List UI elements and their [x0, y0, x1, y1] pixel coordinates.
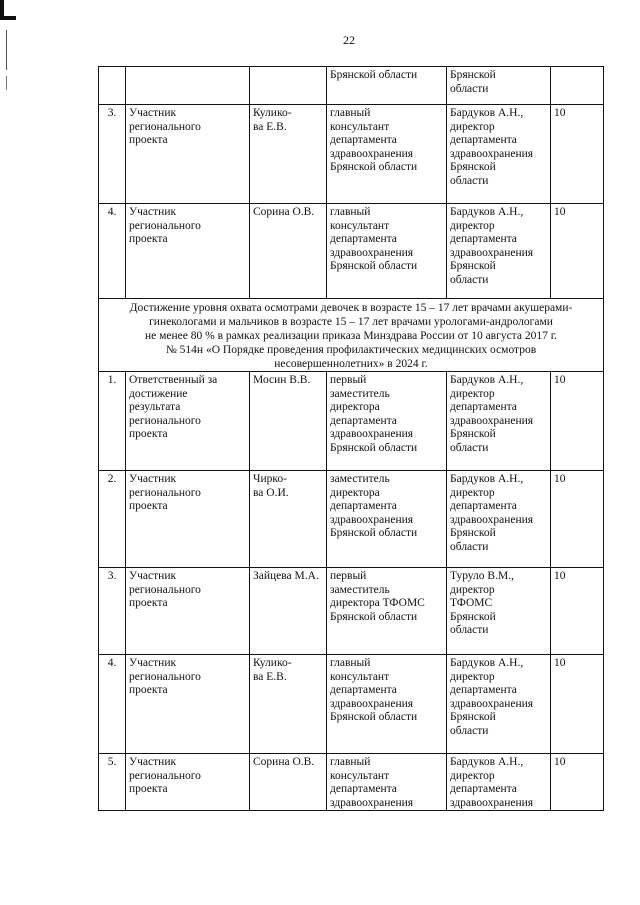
cell-text-line: области: [450, 724, 489, 737]
position-cell: [327, 471, 447, 568]
cell-text-line: здравоохранения: [330, 246, 414, 259]
cell-text-line: Сорина О.В.: [253, 756, 315, 768]
cell-text-line: директор: [450, 769, 495, 782]
cell-text-line: главный: [330, 657, 371, 669]
cell-text-line: регионального: [129, 120, 201, 133]
cell-text-line: директор: [450, 670, 495, 683]
position-cell: [327, 67, 447, 105]
cell-text-line: заместитель: [330, 473, 390, 485]
cell-text-line: директор: [450, 219, 495, 232]
cell-text-line: заместитель: [330, 387, 390, 400]
row-number-cell: [99, 67, 126, 105]
cell-text-line: консультант: [330, 670, 390, 683]
section-heading-line: № 514н «О Порядке проведения профилактических медицинских осмотров: [165, 344, 537, 356]
cell-text-line: главный: [330, 107, 371, 119]
section-heading-line: не менее 80 % в рамках реализации приказа Минздрава России от 10 августа 2017 г.: [144, 330, 557, 342]
row-number-cell: 2.: [99, 471, 126, 568]
table-row: [99, 471, 604, 568]
cell-text-line: области: [450, 273, 489, 286]
position-cell: [327, 754, 447, 811]
cell-text-line: проекта: [129, 134, 168, 146]
name-cell: [250, 372, 327, 471]
section-heading-line: несовершеннолетних» в 2024 г.: [274, 358, 428, 370]
table-row: [99, 204, 604, 299]
cell-text-line: проекта: [129, 684, 168, 696]
cell-text-line: Брянской области: [330, 260, 418, 272]
score-cell: 10: [551, 471, 604, 568]
cell-text-line: Бардуков А.Н.,: [450, 657, 524, 669]
approver-cell: [447, 471, 551, 568]
cell-text-line: Ответственный за: [129, 374, 218, 386]
cell-text-line: Бардуков А.Н.,: [450, 107, 524, 119]
position-cell: [327, 568, 447, 655]
score-cell: 10: [551, 568, 604, 655]
cell-text-line: директора: [330, 486, 380, 499]
cell-text-line: здравоохранения: [450, 147, 534, 160]
cell-text-line: департамента: [450, 233, 517, 245]
cell-text-line: Участник: [129, 473, 177, 485]
cell-text-line: здравоохранения: [330, 147, 414, 160]
role-cell: [126, 568, 250, 655]
cell-text-line: главный: [330, 206, 371, 218]
cell-text-line: ва О.И.: [253, 486, 289, 499]
cell-text-line: области: [450, 82, 489, 95]
cell-text-line: Туруло В.М.,: [450, 570, 514, 582]
cell-text-line: проекта: [129, 783, 168, 795]
table-row: [99, 105, 604, 204]
role-cell: [126, 204, 250, 299]
cell-text-line: департамента: [330, 684, 397, 696]
section-heading: [99, 299, 604, 372]
position-cell: [327, 204, 447, 299]
responsibility-table: [98, 66, 604, 811]
cell-text-line: достижение: [129, 387, 188, 400]
role-cell: [126, 471, 250, 568]
cell-text-line: Участник: [129, 657, 177, 669]
cell-text-line: области: [450, 174, 489, 187]
cell-text-line: департамента: [330, 500, 397, 512]
cell-text-line: департамента: [450, 783, 517, 795]
cell-text-line: регионального: [129, 219, 201, 232]
cell-text-line: Брянской области: [330, 610, 418, 623]
role-cell: [126, 105, 250, 204]
cell-text-line: директор: [450, 120, 495, 133]
cell-text-line: здравоохранения: [450, 246, 534, 259]
approver-cell: [447, 754, 551, 811]
cell-text-line: здравоохранения: [450, 796, 534, 809]
approver-cell: [447, 372, 551, 471]
cell-text-line: Брянской: [450, 428, 496, 440]
cell-text-line: области: [450, 540, 489, 553]
cell-text-line: директора ТФОМС: [330, 597, 425, 609]
name-cell: [250, 655, 327, 754]
cell-text-line: области: [450, 441, 489, 454]
cell-text-line: области: [450, 624, 489, 636]
cell-text-line: результата: [129, 401, 181, 413]
score-cell: 10: [551, 204, 604, 299]
cell-text-line: Бардуков А.Н.,: [450, 473, 524, 485]
table-row: [99, 754, 604, 811]
cell-text-line: заместитель: [330, 583, 390, 596]
cell-text-line: здравоохранения: [450, 513, 534, 526]
score-cell: [551, 67, 604, 105]
cell-text-line: директор: [450, 486, 495, 499]
cell-text-line: Брянской: [450, 610, 496, 623]
cell-text-line: Брянской области: [330, 441, 418, 454]
name-cell: [250, 568, 327, 655]
cell-text-line: департамента: [330, 783, 397, 795]
cell-text-line: первый: [330, 570, 367, 582]
cell-text-line: Участник: [129, 206, 177, 218]
scan-edge-mark: [0, 0, 4, 16]
cell-text-line: Брянской: [450, 260, 496, 272]
row-number-cell: 1.: [99, 372, 126, 471]
position-cell: [327, 372, 447, 471]
cell-text-line: проекта: [129, 428, 168, 440]
section-heading-line: гинекологами и мальчиков в возрасте 15 – 17 лет врачами урологами-андрологами: [149, 316, 553, 328]
section-heading-line: Достижение уровня охвата осмотрами девочек в возрасте 15 – 17 лет врачами акушерами-: [129, 302, 573, 314]
cell-text-line: Кулико-: [253, 107, 292, 119]
cell-text-line: проекта: [129, 233, 168, 245]
approver-cell: [447, 655, 551, 754]
cell-text-line: Чирко-: [253, 473, 287, 485]
cell-text-line: департамента: [330, 134, 397, 146]
cell-text-line: директора: [330, 401, 380, 413]
cell-text-line: Брянской: [450, 711, 496, 723]
approver-cell: [447, 568, 551, 655]
role-cell: [126, 372, 250, 471]
score-cell: 10: [551, 655, 604, 754]
approver-cell: [447, 105, 551, 204]
score-cell: 10: [551, 754, 604, 811]
table-row: [99, 67, 604, 105]
cell-text-line: Брянской: [450, 69, 496, 81]
cell-text-line: Зайцева М.А.: [253, 570, 319, 582]
cell-text-line: Участник: [129, 756, 177, 768]
approver-cell: [447, 67, 551, 105]
score-cell: 10: [551, 372, 604, 471]
cell-text-line: здравоохранения: [450, 414, 534, 427]
cell-text-line: здравоохранения: [450, 697, 534, 710]
role-cell: [126, 754, 250, 811]
cell-text-line: здравоохранения: [330, 796, 414, 809]
cell-text-line: департамента: [450, 500, 517, 512]
cell-text-line: проекта: [129, 597, 168, 609]
cell-text-line: департамента: [450, 684, 517, 696]
cell-text-line: консультант: [330, 769, 390, 782]
cell-text-line: Бардуков А.Н.,: [450, 206, 524, 218]
cell-text-line: Участник: [129, 107, 177, 119]
cell-text-line: Участник: [129, 570, 177, 582]
cell-text-line: консультант: [330, 219, 390, 232]
cell-text-line: Брянской: [450, 527, 496, 539]
cell-text-line: здравоохранения: [330, 428, 414, 440]
cell-text-line: ва Е.В.: [253, 670, 287, 683]
cell-text-line: ТФОМС: [450, 597, 493, 609]
row-number-cell: 4.: [99, 655, 126, 754]
table-body: [99, 67, 604, 811]
cell-text-line: директор: [450, 387, 495, 400]
name-cell: [250, 67, 327, 105]
cell-text-line: здравоохранения: [330, 697, 414, 710]
table-row: [99, 568, 604, 655]
approver-cell: [447, 204, 551, 299]
cell-text-line: регионального: [129, 414, 201, 427]
cell-text-line: регионального: [129, 670, 201, 683]
cell-text-line: Брянской: [450, 161, 496, 173]
row-number-cell: 3.: [99, 568, 126, 655]
cell-text-line: проекта: [129, 500, 168, 512]
cell-text-line: ва Е.В.: [253, 120, 287, 133]
cell-text-line: консультант: [330, 120, 390, 133]
table-row: [99, 655, 604, 754]
cell-text-line: Брянской области: [330, 711, 418, 723]
role-cell: [126, 67, 250, 105]
cell-text-line: Брянской области: [330, 69, 418, 81]
row-number-cell: 5.: [99, 754, 126, 811]
name-cell: [250, 754, 327, 811]
section-heading-row: [99, 299, 604, 372]
cell-text-line: регионального: [129, 486, 201, 499]
cell-text-line: здравоохранения: [330, 513, 414, 526]
cell-text-line: Бардуков А.Н.,: [450, 756, 524, 768]
position-cell: [327, 105, 447, 204]
cell-text-line: Брянской области: [330, 527, 418, 539]
cell-text-line: департамента: [450, 401, 517, 413]
cell-text-line: регионального: [129, 769, 201, 782]
row-number-cell: 3.: [99, 105, 126, 204]
name-cell: [250, 105, 327, 204]
table-row: [99, 372, 604, 471]
name-cell: [250, 471, 327, 568]
scan-edge-mark: [0, 16, 16, 20]
cell-text-line: Сорина О.В.: [253, 206, 315, 218]
cell-text-line: департамента: [330, 233, 397, 245]
page-number: 22: [343, 33, 355, 47]
cell-text-line: регионального: [129, 583, 201, 596]
score-cell: 10: [551, 105, 604, 204]
cell-text-line: Мосин В.В.: [253, 374, 311, 386]
cell-text-line: департамента: [450, 134, 517, 146]
position-cell: [327, 655, 447, 754]
scan-edge-line: [6, 76, 7, 90]
cell-text-line: Брянской области: [330, 161, 418, 173]
cell-text-line: департамента: [330, 414, 397, 427]
role-cell: [126, 655, 250, 754]
cell-text-line: первый: [330, 374, 367, 386]
name-cell: [250, 204, 327, 299]
cell-text-line: директор: [450, 583, 495, 596]
cell-text-line: главный: [330, 756, 371, 768]
cell-text-line: Кулико-: [253, 657, 292, 669]
cell-text-line: Бардуков А.Н.,: [450, 374, 524, 386]
row-number-cell: 4.: [99, 204, 126, 299]
